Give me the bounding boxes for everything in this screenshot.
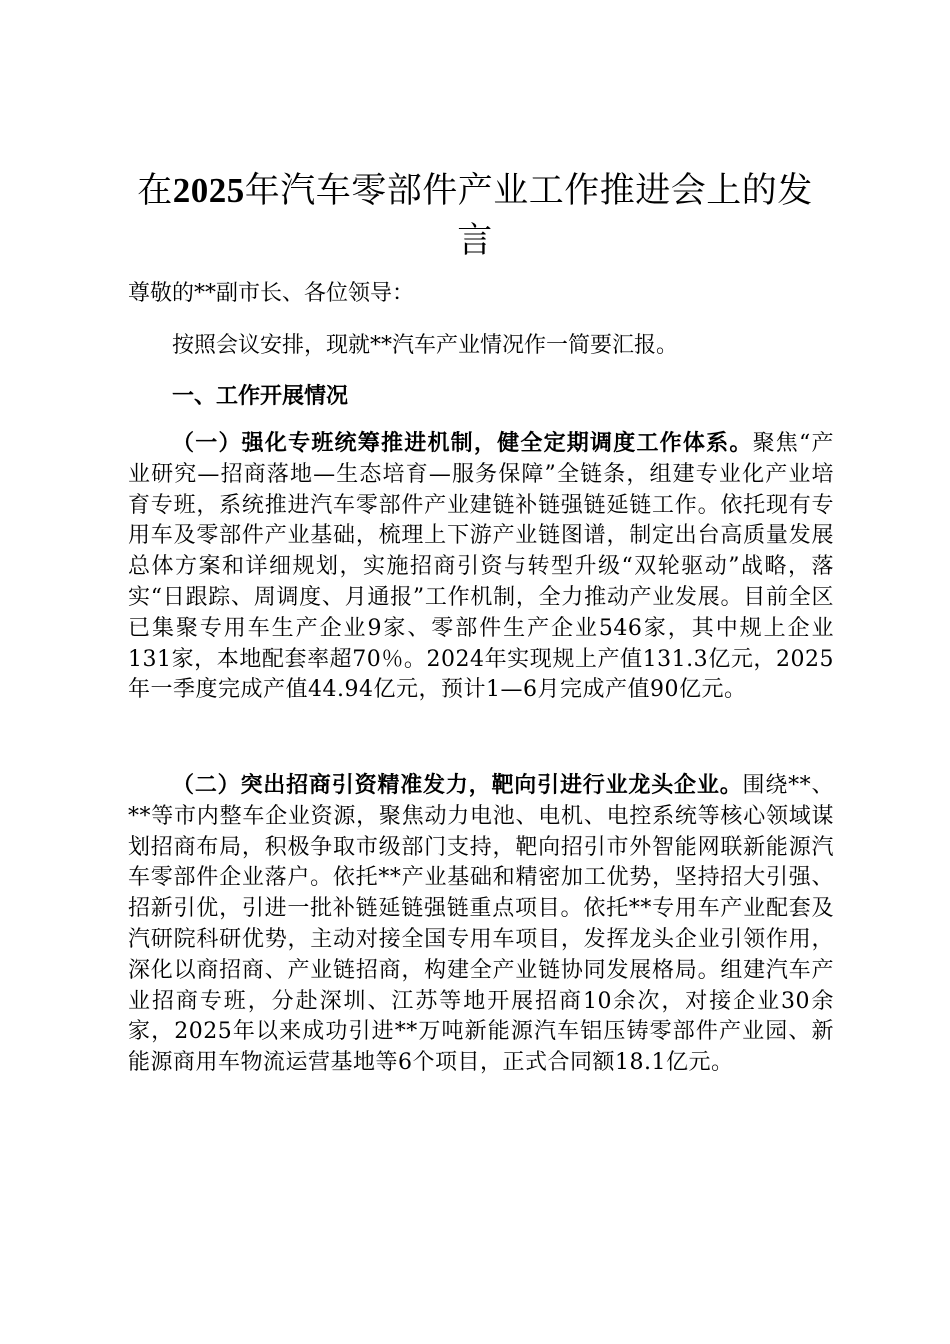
title-suffix: 年汽车零部件产业工作推进会上的发言 — [244, 171, 813, 261]
salutation: 尊敬的**副市长、各位领导： — [128, 281, 415, 306]
title-year: 2025 — [172, 171, 245, 210]
paragraph-body: 聚焦“产业研究—招商落地—生态培育—服务保障”全链条，组建专业化产业培育专班，系统推进汽车零部件产业建链补链强链延链工作。依托现有专用车及零部件产业基础，梳理上下游产业链图谱，制定出台高质量发展总体方案和详细规划，实施招商引资与转型升级“双轮驱动”战略，落实“日跟踪、周调度、月通报”工作机制，全力推动产业发展。目前全区已集聚专用车生产企业9家、零部件生产企业546家，其中规上企业131家，本地配套率超70％。2024年实现规上产值131.3亿元，2025年一季度完成产值44.94亿元，预计1—6月完成产值90亿元。 — [128, 431, 834, 703]
section-heading: 一、工作开展情况 — [172, 383, 349, 409]
document-title — [120, 166, 830, 266]
intro-paragraph: 按照会议安排，现就**汽车产业情况作一简要汇报。 — [172, 333, 679, 358]
paragraph-body: 围绕**、**等市内整车企业资源，聚焦动力电池、电机、电控系统等核心领域谋划招商布局，积极争取市级部门支持，靶向招引市外智能网联新能源汽车零部件企业落户。依托**产业基础和精密加工优势，坚持招大引强、招新引优，引进一批补链延链强链重点项目。依托**专用车产业配套及汽研院科研优势，主动对接全国专用车项目，发挥龙头企业引领作用，深化以商招商、产业链招商，构建全产业链协同发展格局。组建汽车产业招商专班，分赴深圳、江苏等地开展招商10余次，对接企业30余家，2025年以来成功引进**万吨新能源汽车铝压铸零部件产业园、新能源商用车物流运营基地等6个项目，正式合同额18.1亿元。 — [128, 773, 834, 1076]
paragraph-lead: （一）强化专班统筹推进机制，健全定期调度工作体系。 — [172, 430, 753, 456]
paragraph-lead: （二）突出招商引资精准发力，靶向引进行业龙头企业。 — [172, 772, 743, 798]
title-prefix: 在 — [137, 171, 173, 211]
body-paragraph — [128, 770, 834, 1079]
body-paragraph — [128, 428, 834, 706]
